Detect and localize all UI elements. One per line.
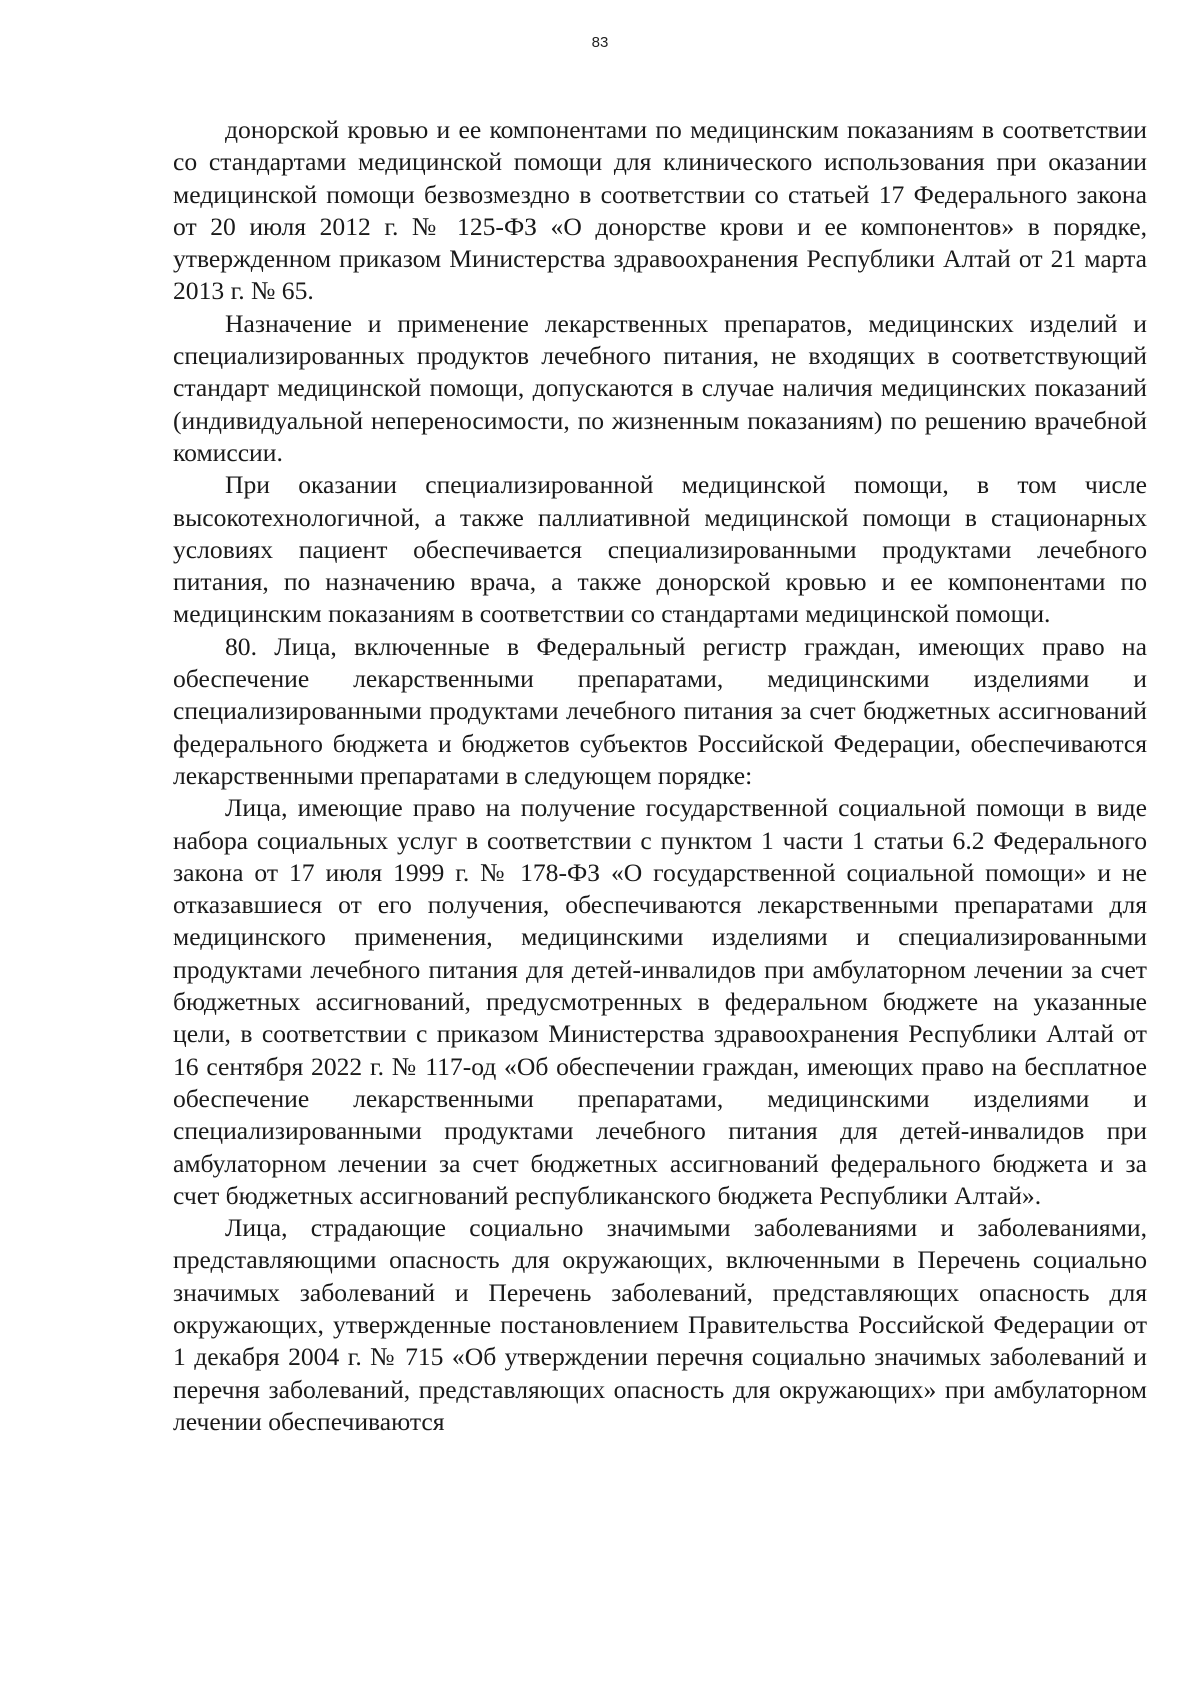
paragraph-socially-significant-diseases: Лица, страдающие социально значимыми заболеваниями и заболеваниями, представляющими опасность для окружающих, включенными в Перечень социально значимых заболеваний и Перечень заболеваний, представляющих опасность для окружающих, утвержденные постановлением Правительства Российской Федерации от 1 декабря 2004 г. № 715 «Об утверждении перечня социально значимых заболеваний и перечня заболеваний, представляющих опасность для окружающих» при амбулаторном лечении обеспечиваются (173, 1213, 1147, 1436)
document-body (173, 114, 1147, 1438)
page-number: 83 (591, 34, 609, 51)
paragraph-specialized-care: При оказании специализированной медицинской помощи, в том числе высокотехнологичной, а также паллиативной медицинской помощи в стационарных условиях пациент обеспечивается специализированными продуктами лечебного питания, по назначению врача, а также донорской кровью и ее компонентами по медицинским показаниям в соответствии со стандартами медицинской помощи. (173, 470, 1147, 629)
paragraph-blood-donation: донорской кровью и ее компонентами по медицинским показаниям в соответствии со стандартами медицинской помощи для клинического использования при оказании медицинской помощи безвозмездно в соответствии со статьей 17 Федерального закона от 20 июля 2012 г. № 125-ФЗ «О донорстве крови и ее компонентов» в порядке, утвержденном приказом Министерства здравоохранения Республики Алтай от 21 марта 2013 г. № 65. (173, 115, 1147, 306)
paragraph-non-standard-drugs: Назначение и применение лекарственных препаратов, медицинских изделий и специализированных продуктов лечебного питания, не входящих в соответствующий стандарт медицинской помощи, допускаются в случае наличия медицинских показаний (индивидуальной непереносимости, по жизненным показаниям) по решению врачебной комиссии. (173, 308, 1147, 467)
paragraph-social-assistance: Лица, имеющие право на получение государственной социальной помощи в виде набора социальных услуг в соответствии с пунктом 1 части 1 статьи 6.2 Федерального закона от 17 июля 1999 г. № 178-ФЗ «О государственной социальной помощи» и не отказавшиеся от его получения, обеспечиваются лекарственными препаратами для медицинского применения, медицинскими изделиями и специализированными продуктами лечебного питания для детей-инвалидов при амбулаторном лечении за счет бюджетных ассигнований, предусмотренных в федеральном бюджете на указанные цели, в соответствии с приказом Министерства здравоохранения Республики Алтай от 16 сентября 2022 г. № 117-од «Об обеспечении граждан, имеющих право на бесплатное обеспечение лекарственными препаратами, медицинскими изделиями и специализированными продуктами лечебного питания для детей-инвалидов при амбулаторном лечении за счет бюджетных ассигнований федерального бюджета и за счет бюджетных ассигнований республиканского бюджета Республики Алтай». (173, 793, 1147, 1210)
paragraph-item-80: 80. Лица, включенные в Федеральный регистр граждан, имеющих право на обеспечение лекарственными препаратами, медицинскими изделиями и специализированными продуктами лечебного питания за счет бюджетных ассигнований федерального бюджета и бюджетов субъектов Российской Федерации, обеспечиваются лекарственными препаратами в следующем порядке: (173, 631, 1147, 790)
